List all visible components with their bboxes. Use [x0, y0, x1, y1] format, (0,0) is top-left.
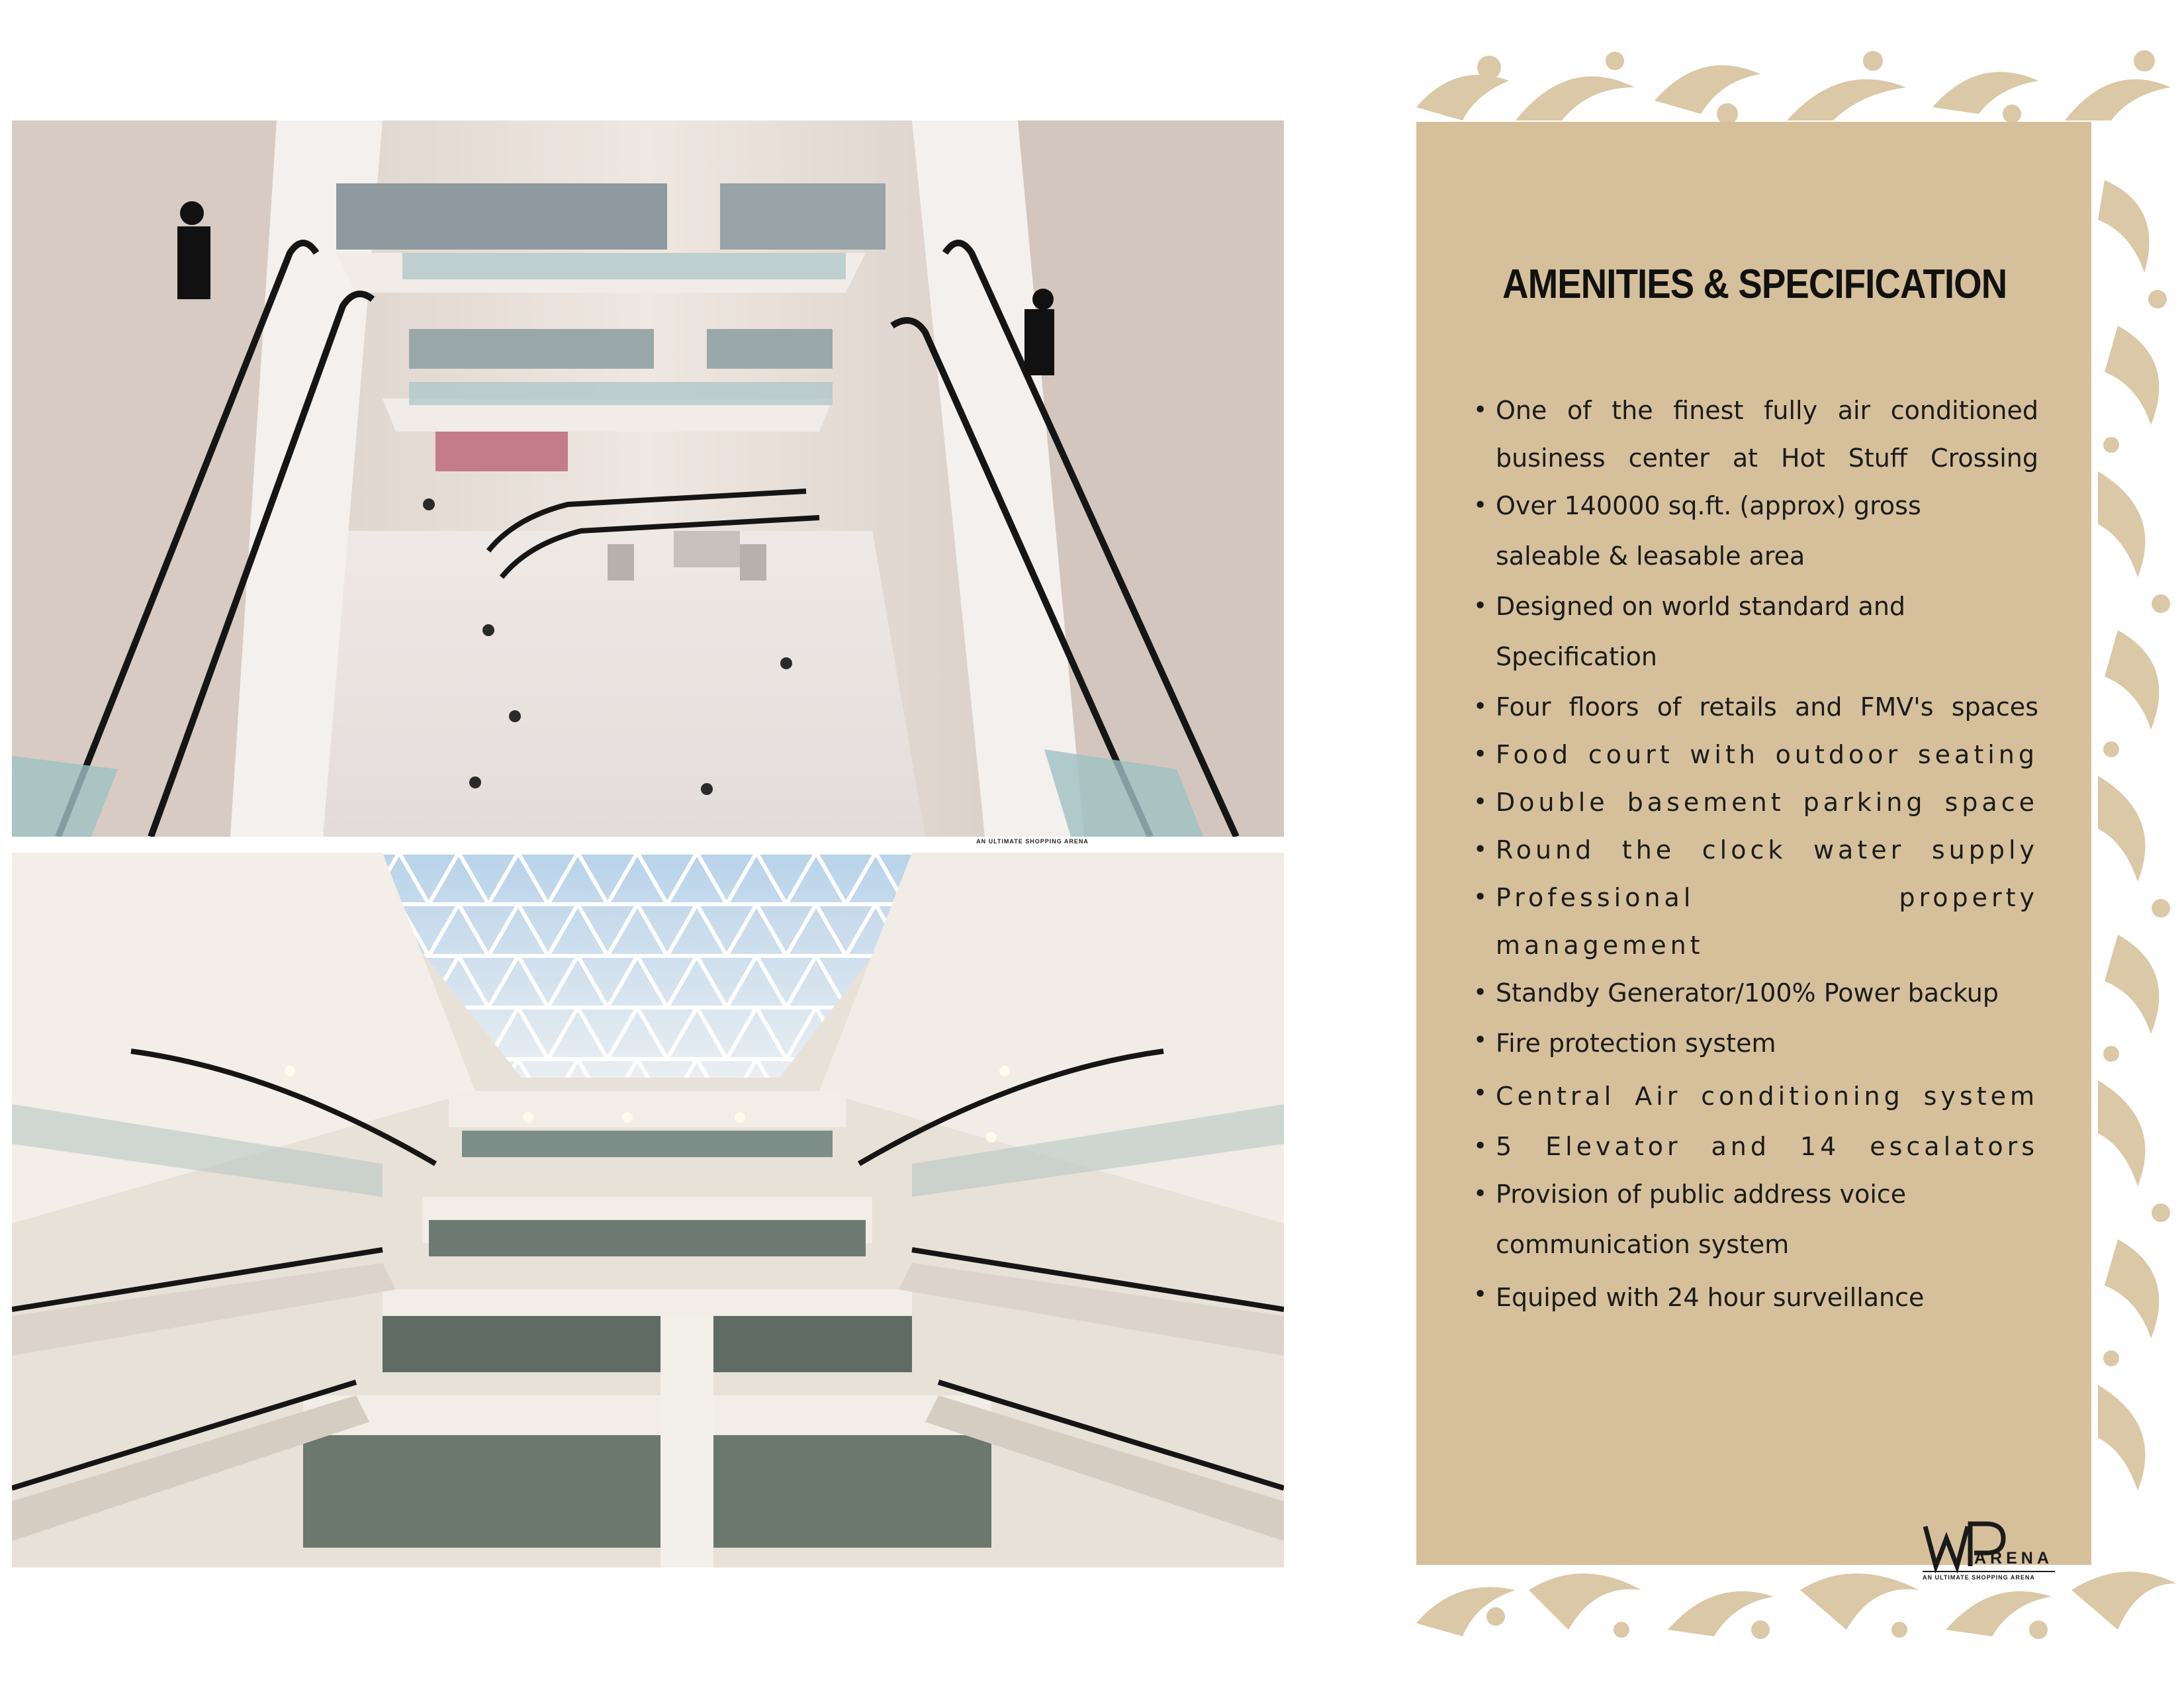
list-item	[1469, 731, 2038, 778]
list-item-line: communication system	[1496, 1230, 1790, 1259]
list-item-line: • Double basement parking space	[1496, 788, 2038, 817]
list-item-line: • Food court with outdoor seating	[1496, 740, 2038, 769]
list-item-line: • Over 140000 sq.ft. (approx) gross	[1496, 491, 1921, 520]
list-item-line: • Round the clock water supply	[1496, 835, 2038, 865]
wp-arena-logo	[1923, 1519, 2062, 1598]
logo-wordmark: ARENA	[1974, 1549, 2053, 1568]
list-item	[1469, 778, 2038, 826]
atrium-skylight-photo	[12, 853, 1284, 1568]
list-item-line: • Four floors of retails and FMV's spaces	[1496, 692, 2038, 722]
list-item-line: • Provision of public address voice	[1496, 1180, 1907, 1209]
photo-caption: AN ULTIMATE SHOPPING ARENA	[976, 838, 1089, 845]
list-item	[1469, 1017, 2038, 1070]
amenities-list	[1469, 387, 2038, 1324]
atrium-skylight-illustration	[12, 853, 1284, 1568]
list-item-line: • Professional property management	[1496, 883, 2038, 960]
list-item-line: • Central Air conditioning system	[1496, 1082, 2038, 1111]
list-item-line: • Equiped with 24 hour surveillance	[1496, 1283, 1925, 1312]
atrium-top-view-illustration	[12, 120, 1284, 837]
list-item-line: • One of the finest fully air conditioned	[1496, 396, 2038, 425]
list-item	[1469, 387, 2038, 482]
list-item	[1469, 1070, 2038, 1123]
atrium-top-view-photo	[12, 120, 1284, 837]
list-item	[1469, 683, 2038, 731]
list-item-line: • Standby Generator/100% Power backup	[1496, 978, 1999, 1008]
list-item	[1469, 1123, 2038, 1170]
amenities-content-box	[1416, 122, 2091, 1581]
list-item-line: saleable & leasable area	[1496, 541, 1805, 571]
page-title: AMENITIES & SPECIFICATION	[1502, 261, 2007, 307]
list-item	[1469, 1170, 2038, 1271]
list-item-line: • Fire protection system	[1496, 1029, 1776, 1058]
list-item-line: • 5 Elevator and 14 escalators	[1496, 1132, 2038, 1161]
list-item-line: • Designed on world standard and	[1496, 592, 1906, 621]
list-item-line: Specification	[1496, 642, 1657, 671]
list-item	[1469, 583, 2038, 683]
logo-tagline: AN ULTIMATE SHOPPING ARENA	[1923, 1574, 2035, 1581]
amenities-panel	[1416, 48, 2176, 1640]
list-item	[1469, 969, 2038, 1017]
list-item	[1469, 874, 2038, 969]
list-item-line: business center at Hot Stuff Crossing	[1496, 444, 2038, 473]
list-item	[1469, 1271, 2038, 1324]
list-item	[1469, 482, 2038, 583]
list-item	[1469, 826, 2038, 874]
